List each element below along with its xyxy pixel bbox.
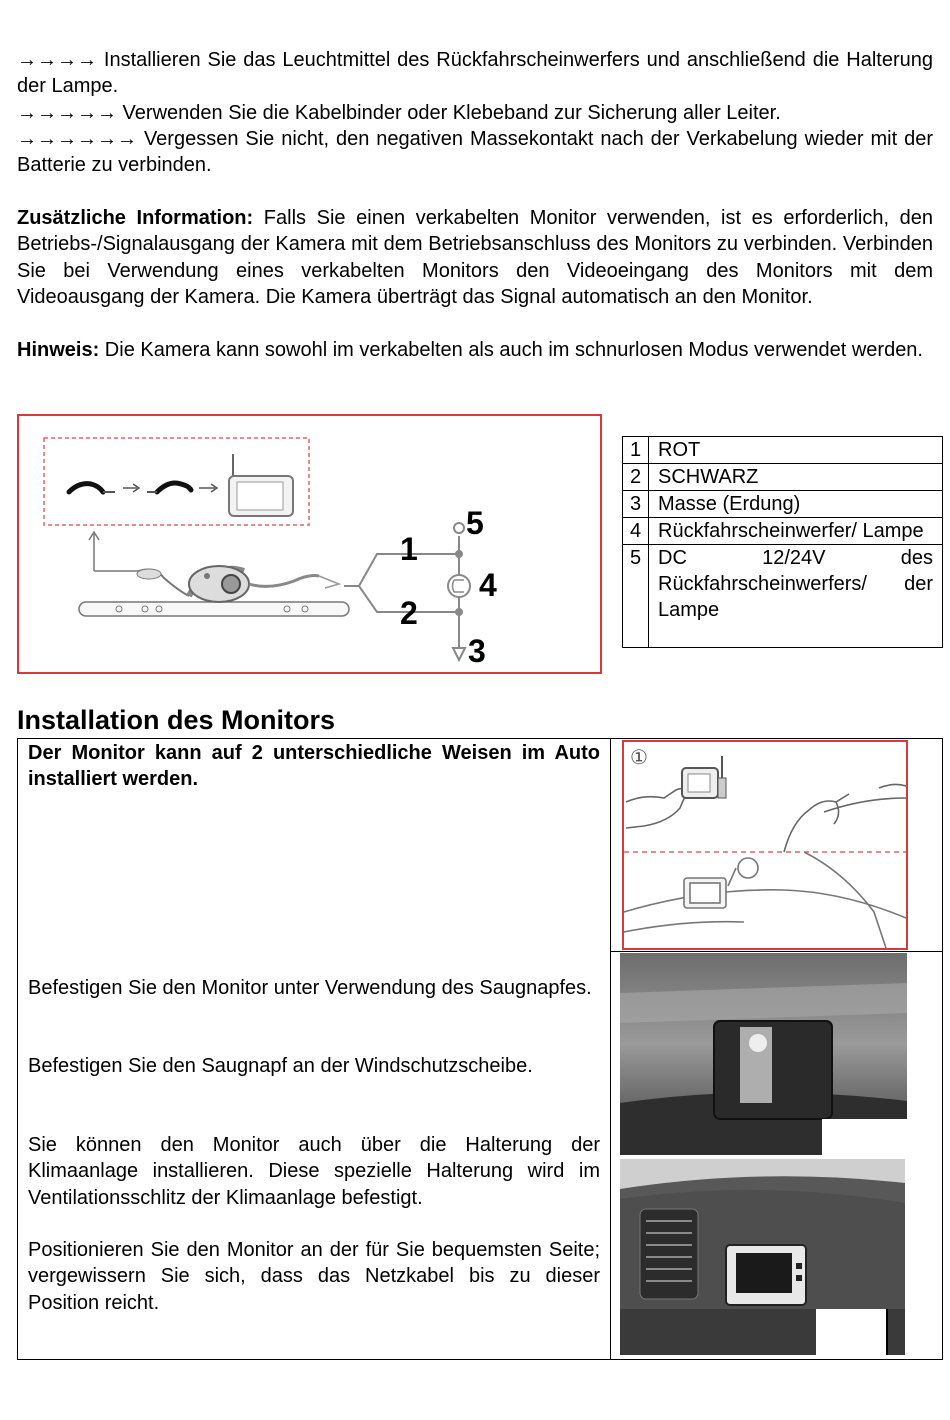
intro-step-3-text: Vergessen Sie nicht, den negativen Massekontakt nach der Verkabelung wieder mit der Batterie zu verbinden. [17,128,933,177]
installation-intro: Der Monitor kann auf 2 unterschiedliche Weisen im Auto installiert werden. [28,742,600,791]
monitor-icon [714,1021,832,1119]
wiring-diagram [17,414,602,674]
intro-step-1-text: Installieren Sie das Leuchtmittel des Rückfahrscheinwerfers und anschließend die Halterung der Lampe. [17,49,933,98]
air-vent-icon [640,1209,698,1299]
vent-mount-photo [620,1159,905,1355]
hand-icon [626,784,906,852]
installation-paragraph: Sie können den Monitor auch über die Halterung der Klimaanlage installieren. Diese spezielle Halterung wird im Ventilationsschlitz der Klimaanlage befestigt. [28,1134,600,1209]
diagram-label-3: 3 [468,633,486,669]
monitor-icon [229,454,293,516]
additional-info [17,205,933,310]
windshield-mount-photo [620,953,907,1155]
legend-text: SCHWARZ [649,464,943,491]
legend-text: Rückfahrscheinwerfer/ Lampe [649,518,943,545]
diagram-label-1: 1 [400,531,418,567]
lamp-icon [448,575,470,597]
note-text: Die Kamera kann sowohl im verkabelten als auch im schnurlosen Modus verwendet werden. [99,339,923,361]
installation-paragraph: Positionieren Sie den Monitor an der für Sie bequemsten Seite; vergewissern Sie sich, dass das Netzkabel bis zu dieser Position reicht. [28,1239,600,1314]
intro-step-2-text: Verwenden Sie die Kabelbinder oder Klebeband zur Sicherung aller Leiter. [117,102,781,124]
intro-step-1 [17,47,933,100]
legend-text: ROT [649,437,943,464]
table-row [623,437,943,464]
column-divider [610,739,611,1359]
row-divider [610,951,942,952]
monitor-icon [726,1245,806,1305]
arrow-icons: →→→→ [17,49,97,71]
camera-bracket-icon [79,566,349,616]
table-row [623,464,943,491]
note-label: Hinweis: [17,339,100,361]
installation-paragraph: Befestigen Sie den Monitor unter Verwendung des Saugnapfes. [28,977,592,999]
table-row [623,518,943,545]
legend-num: 1 [623,437,649,464]
legend-text: Masse (Erdung) [649,491,943,518]
table-row [623,545,943,648]
diagram-label-5: 5 [466,505,484,541]
intro-step-2 [17,100,933,126]
arrow-icons: →→→→→ [17,102,117,124]
section-title: Installation des Monitors [17,705,336,735]
installation-paragraph: Befestigen Sie den Saugnapf an der Windschutzscheibe. [28,1055,533,1077]
additional-info-label: Zusätzliche Information: [17,207,254,229]
legend-text: DC 12/24V des Rückfahrscheinwerfers/ der Lampe [649,545,943,648]
up-arrow-icon [89,532,99,571]
step-badge: ① [630,745,648,769]
windshield-scene [624,852,906,948]
installation-table [17,738,943,1360]
note [17,337,933,363]
cable-icon [69,484,115,492]
additional-info-text: Falls Sie einen verkabelten Monitor verwenden, ist es erforderlich, den Betriebs-/Signalausgang der Kamera mit dem Betriebsanschluss des Monitors zu verbinden. Verbinden Sie bei Verwendung eines verkabelten Monitors den Videoeingang des Monitors mit dem Videoausgang der Kamera. Die Kamera überträgt das Signal automatisch an den Monitor. [17,207,933,308]
legend-num: 4 [623,518,649,545]
wiring-illustration [19,416,601,672]
arrow-icons: →→→→→→ [17,128,137,150]
legend-num: 5 [623,545,649,648]
monitor-icon [682,756,726,798]
cable-icon [147,483,191,492]
legend-num: 2 [623,464,649,491]
wire-legend-table [622,436,943,648]
legend-num: 3 [623,491,649,518]
mounting-illustration [622,740,908,950]
diagram-label-2: 2 [400,595,418,631]
intro-step-3 [17,126,933,179]
diagram-label-4: 4 [479,567,497,603]
table-row [623,491,943,518]
